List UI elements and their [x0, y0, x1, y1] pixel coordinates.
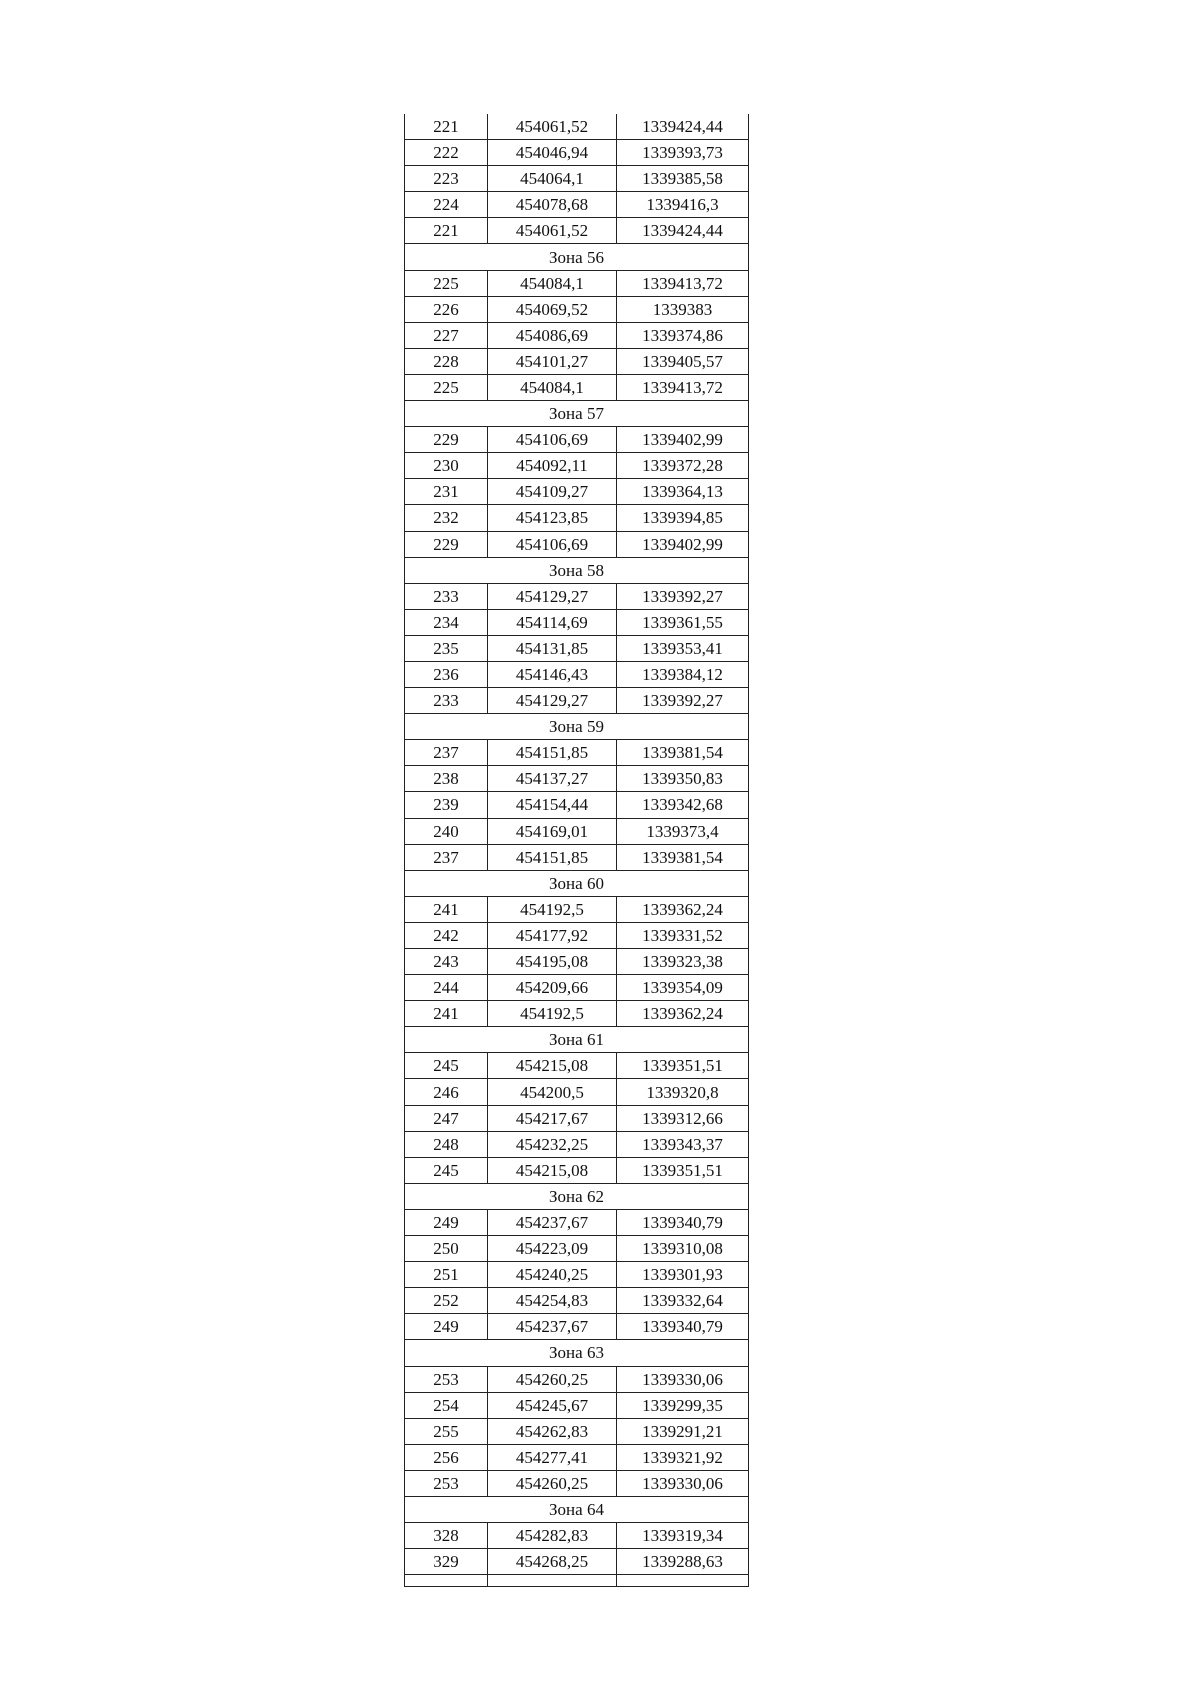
point-number-cell: 222: [405, 140, 488, 166]
x-coordinate-cell: 454151,85: [488, 844, 617, 870]
y-coordinate-cell: 1339392,27: [617, 688, 749, 714]
point-number-cell: 233: [405, 688, 488, 714]
y-coordinate-cell: 1339319,34: [617, 1523, 749, 1549]
y-coordinate-cell: 1339405,57: [617, 348, 749, 374]
x-coordinate-cell: 454069,52: [488, 296, 617, 322]
table-row: [405, 1314, 749, 1340]
x-coordinate-cell: 454245,67: [488, 1392, 617, 1418]
table-row: [405, 218, 749, 244]
zone-label: Зона 58: [405, 557, 749, 583]
point-number-cell: 235: [405, 635, 488, 661]
y-coordinate-cell: 1339301,93: [617, 1262, 749, 1288]
point-number-cell: 238: [405, 766, 488, 792]
table-row: [405, 1262, 749, 1288]
y-coordinate-cell: 1339340,79: [617, 1314, 749, 1340]
table-row: [405, 688, 749, 714]
y-coordinate-cell: 1339361,55: [617, 609, 749, 635]
table-row: [405, 1209, 749, 1235]
zone-header-row: [405, 870, 749, 896]
x-coordinate-cell: 454215,08: [488, 1053, 617, 1079]
table-row: [405, 140, 749, 166]
table-row: [405, 1444, 749, 1470]
table-row: [405, 1418, 749, 1444]
zone-header-row: [405, 1496, 749, 1522]
zone-header-row: [405, 557, 749, 583]
point-number-cell: 241: [405, 1001, 488, 1027]
y-coordinate-cell: 1339362,24: [617, 1001, 749, 1027]
y-coordinate-cell: 1339402,99: [617, 531, 749, 557]
x-coordinate-cell: 454223,09: [488, 1236, 617, 1262]
point-number-cell: 253: [405, 1366, 488, 1392]
y-coordinate-cell: 1339383: [617, 296, 749, 322]
x-coordinate-cell: 454114,69: [488, 609, 617, 635]
point-number-cell: 224: [405, 192, 488, 218]
point-number-cell: 242: [405, 922, 488, 948]
y-coordinate-cell: 1339424,44: [617, 218, 749, 244]
point-number-cell: 251: [405, 1262, 488, 1288]
y-coordinate-cell: 1339373,4: [617, 818, 749, 844]
y-coordinate-cell: 1339288,63: [617, 1549, 749, 1575]
table-row: [405, 1366, 749, 1392]
zone-label: Зона 62: [405, 1183, 749, 1209]
zone-label: Зона 63: [405, 1340, 749, 1366]
x-coordinate-cell: 454129,27: [488, 583, 617, 609]
table-row: [405, 166, 749, 192]
point-number-cell: 252: [405, 1288, 488, 1314]
table-row: [405, 766, 749, 792]
point-number-cell: 230: [405, 453, 488, 479]
point-number-cell: 237: [405, 740, 488, 766]
zone-header-row: [405, 401, 749, 427]
point-number-cell: 232: [405, 505, 488, 531]
table-row: [405, 531, 749, 557]
x-coordinate-cell: 454209,66: [488, 975, 617, 1001]
y-coordinate-cell: 1339393,73: [617, 140, 749, 166]
x-coordinate-cell: 454106,69: [488, 427, 617, 453]
x-coordinate-cell: 454046,94: [488, 140, 617, 166]
x-coordinate-cell: 454260,25: [488, 1366, 617, 1392]
x-coordinate-cell: 454086,69: [488, 322, 617, 348]
x-coordinate-cell: 454177,92: [488, 922, 617, 948]
table-row: [405, 896, 749, 922]
table-row: [405, 1157, 749, 1183]
y-coordinate-cell: 1339385,58: [617, 166, 749, 192]
y-coordinate-cell: 1339310,08: [617, 1236, 749, 1262]
x-coordinate-cell: 454154,44: [488, 792, 617, 818]
table-row: [405, 453, 749, 479]
x-coordinate-cell: 454106,69: [488, 531, 617, 557]
y-coordinate-cell: 1339343,37: [617, 1131, 749, 1157]
table-row: [405, 949, 749, 975]
point-number-cell: 256: [405, 1444, 488, 1470]
x-coordinate-cell: 454151,85: [488, 740, 617, 766]
x-coordinate-cell: 454237,67: [488, 1314, 617, 1340]
y-coordinate-cell: 1339312,66: [617, 1105, 749, 1131]
y-coordinate-cell: 1339321,92: [617, 1444, 749, 1470]
y-coordinate-cell: 1339362,24: [617, 896, 749, 922]
zone-label: Зона 64: [405, 1496, 749, 1522]
table-row: [405, 1392, 749, 1418]
point-number-cell: 240: [405, 818, 488, 844]
point-number-cell: 250: [405, 1236, 488, 1262]
point-number-cell: 228: [405, 348, 488, 374]
table-row: [405, 505, 749, 531]
x-coordinate-cell: 454192,5: [488, 1001, 617, 1027]
table-row: [405, 635, 749, 661]
x-coordinate-cell: 454217,67: [488, 1105, 617, 1131]
y-coordinate-cell: 1339402,99: [617, 427, 749, 453]
x-coordinate-cell: 454215,08: [488, 1157, 617, 1183]
x-coordinate-cell: 454064,1: [488, 166, 617, 192]
y-coordinate-cell: 1339323,38: [617, 949, 749, 975]
point-number-cell: [405, 1575, 488, 1587]
point-number-cell: 236: [405, 661, 488, 687]
y-coordinate-cell: 1339353,41: [617, 635, 749, 661]
point-number-cell: 254: [405, 1392, 488, 1418]
table-row: [405, 348, 749, 374]
zone-label: Зона 60: [405, 870, 749, 896]
point-number-cell: 248: [405, 1131, 488, 1157]
x-coordinate-cell: 454137,27: [488, 766, 617, 792]
table-row: [405, 1001, 749, 1027]
point-number-cell: 245: [405, 1053, 488, 1079]
x-coordinate-cell: 454084,1: [488, 270, 617, 296]
zone-header-row: [405, 244, 749, 270]
y-coordinate-cell: 1339291,21: [617, 1418, 749, 1444]
y-coordinate-cell: 1339381,54: [617, 740, 749, 766]
point-number-cell: 221: [405, 114, 488, 140]
table-row: [405, 922, 749, 948]
y-coordinate-cell: 1339320,8: [617, 1079, 749, 1105]
x-coordinate-cell: 454146,43: [488, 661, 617, 687]
point-number-cell: 226: [405, 296, 488, 322]
y-coordinate-cell: 1339394,85: [617, 505, 749, 531]
y-coordinate-cell: 1339340,79: [617, 1209, 749, 1235]
zone-header-row: [405, 1340, 749, 1366]
zone-header-row: [405, 714, 749, 740]
table-row: [405, 1236, 749, 1262]
y-coordinate-cell: 1339392,27: [617, 583, 749, 609]
point-number-cell: 249: [405, 1209, 488, 1235]
table-row: [405, 975, 749, 1001]
x-coordinate-cell: 454092,11: [488, 453, 617, 479]
x-coordinate-cell: 454237,67: [488, 1209, 617, 1235]
table-row: [405, 427, 749, 453]
x-coordinate-cell: 454268,25: [488, 1549, 617, 1575]
point-number-cell: 239: [405, 792, 488, 818]
zone-label: Зона 56: [405, 244, 749, 270]
table-row: [405, 374, 749, 400]
table-row: [405, 1079, 749, 1105]
y-coordinate-cell: 1339299,35: [617, 1392, 749, 1418]
point-number-cell: 244: [405, 975, 488, 1001]
y-coordinate-cell: 1339413,72: [617, 374, 749, 400]
table-row: [405, 192, 749, 218]
table-row: [405, 1288, 749, 1314]
table-row: [405, 296, 749, 322]
x-coordinate-cell: 454078,68: [488, 192, 617, 218]
point-number-cell: 329: [405, 1549, 488, 1575]
table-row: [405, 1105, 749, 1131]
y-coordinate-cell: 1339384,12: [617, 661, 749, 687]
y-coordinate-cell: 1339332,64: [617, 1288, 749, 1314]
x-coordinate-cell: 454061,52: [488, 114, 617, 140]
x-coordinate-cell: 454123,85: [488, 505, 617, 531]
table-row: [405, 270, 749, 296]
point-number-cell: 246: [405, 1079, 488, 1105]
x-coordinate-cell: 454061,52: [488, 218, 617, 244]
table-row: [405, 1470, 749, 1496]
table-row: [405, 740, 749, 766]
point-number-cell: 223: [405, 166, 488, 192]
x-coordinate-cell: 454169,01: [488, 818, 617, 844]
x-coordinate-cell: 454195,08: [488, 949, 617, 975]
y-coordinate-cell: 1339372,28: [617, 453, 749, 479]
point-number-cell: 328: [405, 1523, 488, 1549]
y-coordinate-cell: 1339331,52: [617, 922, 749, 948]
point-number-cell: 249: [405, 1314, 488, 1340]
x-coordinate-cell: 454101,27: [488, 348, 617, 374]
point-number-cell: 221: [405, 218, 488, 244]
point-number-cell: 227: [405, 322, 488, 348]
table-row: [405, 661, 749, 687]
x-coordinate-cell: 454131,85: [488, 635, 617, 661]
point-number-cell: 241: [405, 896, 488, 922]
x-coordinate-cell: 454277,41: [488, 1444, 617, 1470]
coordinates-table-body: [405, 114, 749, 1587]
table-row: [405, 479, 749, 505]
table-row: [405, 609, 749, 635]
y-coordinate-cell: [617, 1575, 749, 1587]
y-coordinate-cell: 1339351,51: [617, 1053, 749, 1079]
point-number-cell: 255: [405, 1418, 488, 1444]
table-row: [405, 583, 749, 609]
x-coordinate-cell: 454109,27: [488, 479, 617, 505]
table-row: [405, 322, 749, 348]
point-number-cell: 225: [405, 270, 488, 296]
point-number-cell: 231: [405, 479, 488, 505]
y-coordinate-cell: 1339330,06: [617, 1470, 749, 1496]
x-coordinate-cell: [488, 1575, 617, 1587]
y-coordinate-cell: 1339354,09: [617, 975, 749, 1001]
zone-label: Зона 57: [405, 401, 749, 427]
x-coordinate-cell: 454240,25: [488, 1262, 617, 1288]
zone-label: Зона 61: [405, 1027, 749, 1053]
table-row: [405, 114, 749, 140]
x-coordinate-cell: 454232,25: [488, 1131, 617, 1157]
empty-row: [405, 1575, 749, 1587]
zone-header-row: [405, 1027, 749, 1053]
x-coordinate-cell: 454282,83: [488, 1523, 617, 1549]
point-number-cell: 247: [405, 1105, 488, 1131]
table-row: [405, 1131, 749, 1157]
y-coordinate-cell: 1339424,44: [617, 114, 749, 140]
point-number-cell: 225: [405, 374, 488, 400]
table-row: [405, 1549, 749, 1575]
table-row: [405, 792, 749, 818]
table-row: [405, 1523, 749, 1549]
point-number-cell: 229: [405, 427, 488, 453]
point-number-cell: 253: [405, 1470, 488, 1496]
table-row: [405, 844, 749, 870]
x-coordinate-cell: 454254,83: [488, 1288, 617, 1314]
table-row: [405, 1053, 749, 1079]
y-coordinate-cell: 1339351,51: [617, 1157, 749, 1183]
y-coordinate-cell: 1339416,3: [617, 192, 749, 218]
x-coordinate-cell: 454129,27: [488, 688, 617, 714]
x-coordinate-cell: 454262,83: [488, 1418, 617, 1444]
x-coordinate-cell: 454260,25: [488, 1470, 617, 1496]
y-coordinate-cell: 1339364,13: [617, 479, 749, 505]
y-coordinate-cell: 1339330,06: [617, 1366, 749, 1392]
y-coordinate-cell: 1339413,72: [617, 270, 749, 296]
point-number-cell: 233: [405, 583, 488, 609]
point-number-cell: 243: [405, 949, 488, 975]
y-coordinate-cell: 1339374,86: [617, 322, 749, 348]
x-coordinate-cell: 454200,5: [488, 1079, 617, 1105]
y-coordinate-cell: 1339342,68: [617, 792, 749, 818]
y-coordinate-cell: 1339350,83: [617, 766, 749, 792]
zone-header-row: [405, 1183, 749, 1209]
x-coordinate-cell: 454084,1: [488, 374, 617, 400]
x-coordinate-cell: 454192,5: [488, 896, 617, 922]
point-number-cell: 229: [405, 531, 488, 557]
point-number-cell: 237: [405, 844, 488, 870]
table-row: [405, 818, 749, 844]
point-number-cell: 245: [405, 1157, 488, 1183]
coordinates-table: [404, 114, 749, 1587]
point-number-cell: 234: [405, 609, 488, 635]
zone-label: Зона 59: [405, 714, 749, 740]
y-coordinate-cell: 1339381,54: [617, 844, 749, 870]
